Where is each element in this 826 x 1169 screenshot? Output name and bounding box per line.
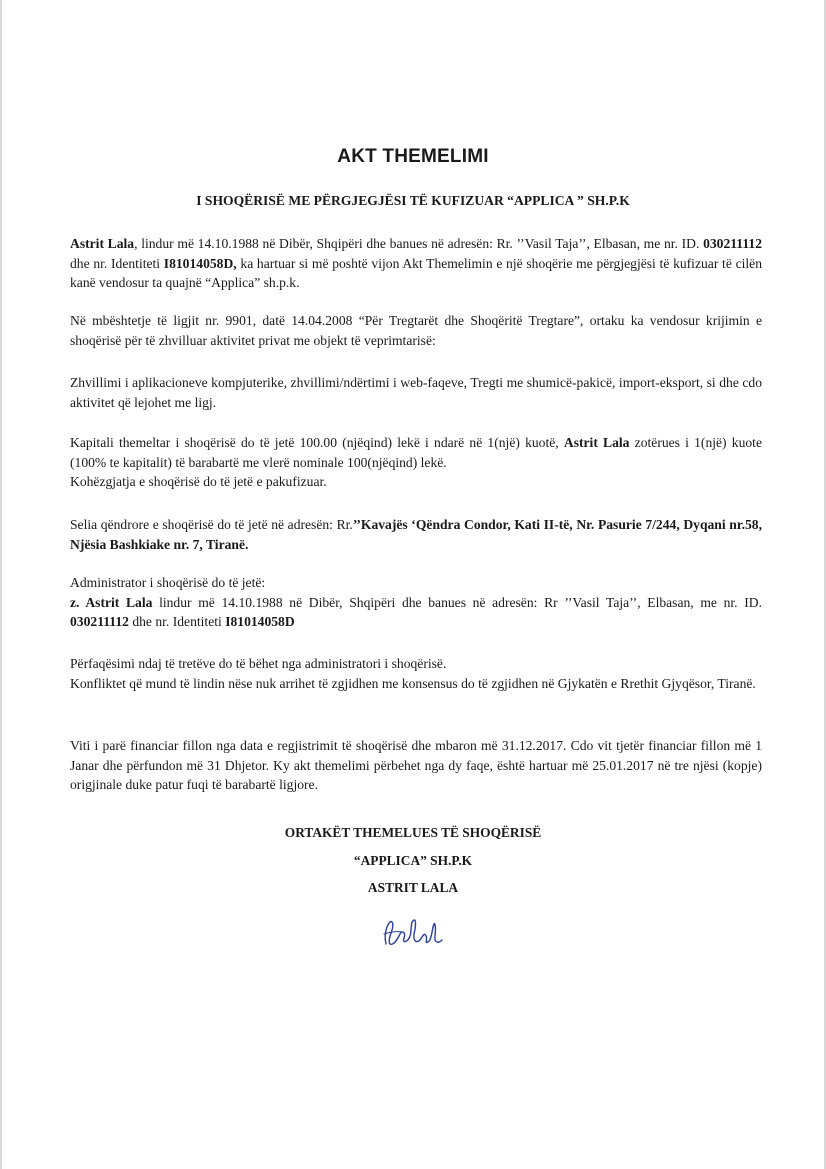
- administrator-name: z. Astrit Lala: [70, 594, 153, 610]
- document-title: AKT THEMELIMI: [337, 146, 489, 167]
- financial-paragraph: Viti i parë financiar fillon nga data e regjistrimit të shoqërisë dhe mbaron më 31.12.2017. Cdo vit tjetër financiar fillon më 1 Janar dhe përfundon më 31 Dhjetor. Ky akt themelimi përbehet nga dy faqe, është hartuar më 25.01.2017 në tre njësi (kopje) origjinale duke patur fuqi të barabartë ligjore.: [70, 738, 762, 792]
- founder-id-number: 030211112: [703, 236, 762, 251]
- administrator-paragraph: [70, 573, 762, 632]
- administrator-text-2: dhe nr. Identiteti: [128, 614, 226, 629]
- representation-text: Përfaqësimi ndaj të tretëve do të bëhet nga administratori i shoqërisë.: [70, 656, 447, 671]
- intro-paragraph: [70, 234, 762, 293]
- intro-text-3: ka hartuar si më poshtë vijon Akt Themelimin e një shoqërie me përgjegjësi të kufizuar të cilën kanë vendosur ta quajnë “Applica” sh.p.k.: [70, 255, 762, 290]
- administrator-id-number: 030211112: [70, 614, 129, 629]
- seat-text: Selia qëndrore e shoqërisë do të jetë në adresën: Rr.: [70, 517, 353, 532]
- document-subtitle: I SHOQËRISË ME PËRGJEGJËSI TË KUFIZUAR “APPLICA ” SH.P.K: [196, 193, 630, 208]
- seat-address: ’’Kavajës ‘Qëndra Condor, Kati II-të, Nr. Pasurie 7/244, Dyqani nr.58, Njësia Bashkiake nr. 7, Tiranë.: [70, 517, 762, 552]
- capital-text-2: zotërues i 1(një) kuote (100% te kapitalit) të barabartë me vlerë nominale 100(njëqind) lekë.: [70, 435, 762, 470]
- handwritten-signature-icon: [380, 914, 446, 954]
- law-paragraph: Në mbështetje të ligjit nr. 9901, datë 14.04.2008 “Për Tregtarët dhe Shoqëritë Tregtare”, ortaku ka vendosur krijimin e shoqërisë për të zhvilluar aktivitet privat me objekt të veprimtarisë:: [70, 313, 762, 348]
- capital-owner-name: Astrit Lala: [563, 435, 630, 450]
- capital-paragraph: [70, 433, 762, 492]
- administrator-identity-number: I81014058D: [225, 614, 295, 629]
- intro-text-2: dhe nr. Identiteti: [70, 255, 164, 271]
- intro-text-1: , lindur më 14.10.1988 në Dibër, Shqipëri dhe banues në adresën: Rr. ’’Vasil Taja’’, Elbasan, me nr. ID.: [134, 236, 704, 251]
- founder-name: Astrit Lala: [70, 236, 135, 251]
- activity-paragraph: Zhvillimi i aplikacioneve kompjuterike, zhvillimi/ndërtimi i web-faqeve, Tregti me shumicë-pakicë, import-eksport, si dhe cdo aktivitet që lejohet me ligj.: [70, 375, 762, 410]
- conflicts-text: Konfliktet që mund të lindin nëse nuk arrihet të zgjidhen me konsensus do të zgjidhen në Gjykatën e Rrethit Gjyqësor, Tiranë.: [70, 675, 756, 691]
- representation-paragraph: [70, 654, 762, 693]
- seat-paragraph: [70, 515, 762, 554]
- signatory-name: ASTRIT LALA: [367, 880, 459, 895]
- company-name: “APPLICA” SH.P.K: [353, 853, 473, 868]
- administrator-heading: Administrator i shoqërisë do të jetë:: [70, 575, 266, 590]
- administrator-text-1: lindur më 14.10.1988 në Dibër, Shqipëri dhe banues në adresën: Rr ’’Vasil Taja’’, Elbasan, me nr. ID.: [152, 594, 762, 610]
- founder-identity-number: I81014058D,: [163, 255, 237, 271]
- duration-text: Kohëzgjatja e shoqërisë do të jetë e pakufizuar.: [70, 474, 327, 489]
- founders-heading: ORTAKËT THEMELUES TË SHOQËRISË: [284, 825, 542, 840]
- capital-text-1: Kapitali themeltar i shoqërisë do të jetë 100.00 (njëqind) lekë i ndarë në 1(një) kuotë,: [70, 435, 564, 450]
- scan-left-edge: [0, 0, 2, 1169]
